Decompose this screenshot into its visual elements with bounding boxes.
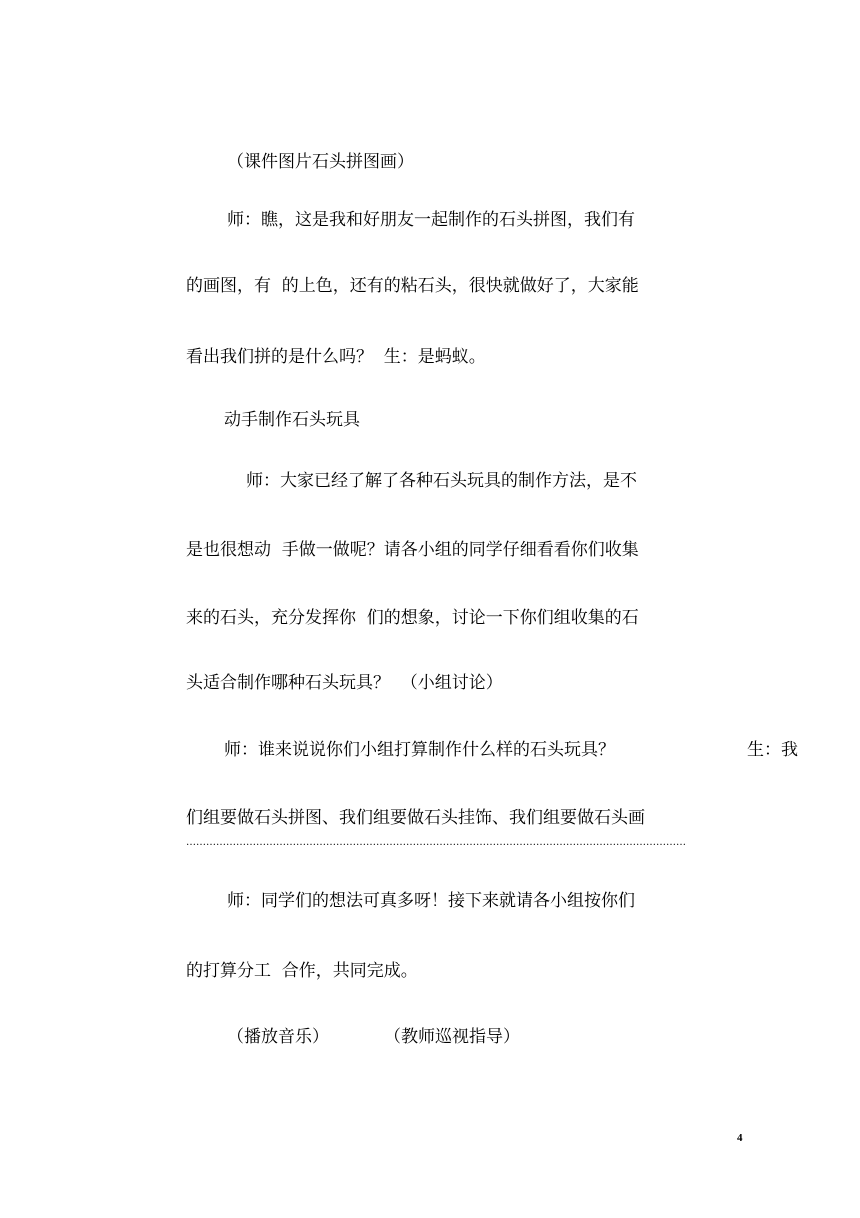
paragraph-teacher2-line-4: 头适合制作哪种石头玩具？ （小组讨论） xyxy=(186,673,503,693)
paragraph-teacher2-line-1: 师：大家已经了解了各种石头玩具的制作方法，是不 xyxy=(246,471,637,491)
dotted-leader: …………………………………………………………………………………………………………………………………… xyxy=(186,837,686,848)
paragraph-teacher2-line-3: 来的石头，充分发挥你 们的想象，讨论一下你们组收集的石 xyxy=(186,608,639,628)
paragraph-teacher-line-1: 师：瞧，这是我和好朋友一起制作的石头拼图，我们有 xyxy=(227,210,635,230)
paragraph-teacher3-line-1: 师：谁来说说你们小组打算制作什么样的石头玩具？ xyxy=(224,740,615,760)
paragraph-courseware-caption: （课件图片石头拼图画） xyxy=(227,152,414,172)
paragraph-teacher-line-3: 看出我们拼的是什么吗？ 生：是蚂蚁。 xyxy=(186,347,486,367)
paragraph-teacher4-line-1: 师：同学们的想法可真多呀！接下来就请各小组按你们 xyxy=(227,891,635,911)
section-heading: 动手制作石头玩具 xyxy=(224,410,360,430)
stage-direction-guidance: （教师巡视指导） xyxy=(384,1027,520,1047)
stage-direction-music: （播放音乐） xyxy=(227,1027,329,1047)
paragraph-teacher2-line-2: 是也很想动 手做一做呢？请各小组的同学仔细看看你们收集 xyxy=(186,540,639,560)
page-number: 4 xyxy=(737,1132,743,1144)
paragraph-teacher4-line-2: 的打算分工 合作，共同完成。 xyxy=(186,961,418,981)
paragraph-student-reply-start: 生：我 xyxy=(747,740,798,760)
paragraph-student-reply-line-2: 们组要做石头拼图、我们组要做石头挂饰、我们组要做石头画 xyxy=(186,808,645,828)
paragraph-teacher-line-2: 的画图，有 的上色，还有的粘石头，很快就做好了，大家能 xyxy=(186,276,639,296)
